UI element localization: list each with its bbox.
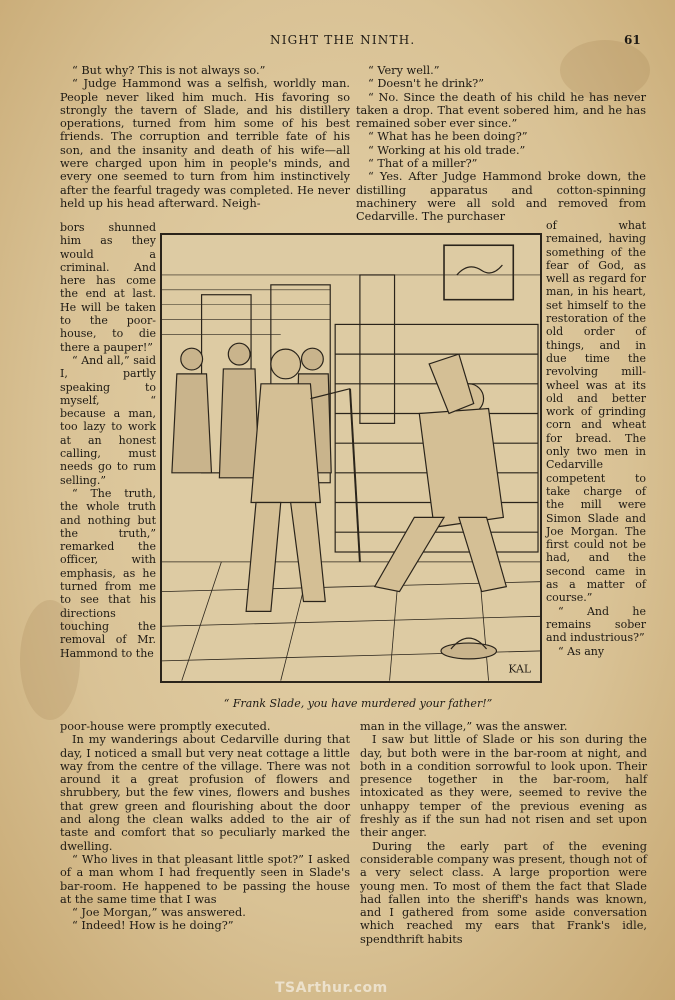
wall-picture-bird [457,265,503,275]
paragraph: “ Who lives in that pleasant little spot?” I asked of a man whom I had frequently seen in Slade's bar-room. He happened to be passing the house at the same time that I was [60,852,350,906]
paragraph: bors shunned him as they would a criminal. And here has come the end at last. He will be taken to the poor-house, to die there a pauper!” [60,221,156,354]
engraver-signature: KAL [508,662,532,676]
window [360,275,395,423]
left-column-top [60,64,350,210]
right-column-top [356,64,646,224]
wall-hatching [162,275,540,334]
paragraph: “ And he remains sober and industrious?” [546,604,646,645]
page-number: 61 [624,33,641,47]
paragraph: man in the village,” was the answer. [360,720,568,733]
site-watermark: TSArthur.com [275,980,388,996]
tavern-fight-engraving [162,235,540,681]
paragraph: “ As any [558,644,605,658]
paragraph: In my wanderings about Cedarville during that day, I noticed a small but very neat cottage a little way from the centre of the village. There was not around it a great profusion of flowers and shrubbery, but the few vines, flowers and bushes that grew green and flourishing about the door and along the clean walks added to the air of taste and comfort that so peculiarly marked the dwelling. [60,733,350,853]
illustration-caption: “ Frank Slade, you have murdered your father!” [223,697,493,710]
father-figure [246,349,360,611]
paragraph: “ But why? This is not always so.” [72,64,266,77]
running-head: NIGHT THE NINTH. [270,33,416,47]
page-header [0,33,675,53]
paragraph: “ No. Since the death of his child he has never taken a drop. That event sobered him, and he has remained sober ever since.” [356,90,646,131]
right-column-bottom [360,720,647,946]
paragraph: I saw but little of Slade or his son during the day, but both were in the bar-room at night, and both in a condition sorrowful to look upon. Their presence together in the bar-room, half intoxicated as they were, seemed to revive the unhappy temper of the previous evening as freshly as if the sun had not risen and set upon their anger. [360,733,647,840]
paragraph: “ Doesn't he drink?” [368,77,484,91]
paragraph: poor-house were promptly executed. [60,720,271,733]
paragraph: “ Judge Hammond was a selfish, worldly man. People never liked him much. His favoring so strongly the tavern of Slade, and his distillery operations, turned from him some of his best friends. The corruption and terrible fate of his son, and the insanity and death of his wife—all were charged upon him in people's minds, and every one seemed to turn from him instinctively after the fearful tragedy was completed. He never held up his head afterward. Neigh- [60,77,350,210]
paragraph: “ What has he been doing?” [368,130,528,144]
wall-picture [444,245,513,299]
hat-on-floor [441,643,496,659]
paragraph: “ That of a miller?” [368,157,478,171]
paragraph: “ Working at his old trade.” [368,143,526,157]
paragraph: of what remained, having something of the fear of God, as well as regard for man, in his heart, set himself to the restoration of the old order of things, and in due time the revolving mill-wheel was at its old and better work of grinding corn and wheat for bread. The only two men in Cedarville competent to take charge of the mill were Simon Slade and Joe Morgan. The first could not be had, and the second came in as a matter of course.” [546,219,646,605]
left-column-bottom [60,720,350,933]
right-column-beside-illustration [546,219,646,658]
paragraph: “ And all,” said I, partly speaking to myself, “ because a man, too lazy to work at an honest calling, must needs go to rum selling.” [60,353,156,487]
engraving-illustration [160,233,542,683]
left-column-beside-illustration [60,221,156,660]
paragraph: During the early part of the evening considerable company was present, though not of a very select class. A large proportion were young men. To most of them the fact that Slade had fallen into the sheriff's hands was known, and I gathered from some aside conversation which reached my ears that Frank's idle, spendthrift habits [360,839,647,946]
paragraph: “ Indeed! How is he doing?” [72,919,234,933]
paragraph: “ The truth, the whole truth and nothing but the truth,” remarked the officer, with emphasis, as he turned from me to see that his directions touching the removal of Mr. Hammond to the [60,486,156,660]
paragraph: “ Joe Morgan,” was answered. [72,906,246,920]
paragraph: “ Yes. After Judge Hammond broke down, the distilling apparatus and cotton-spinning machinery were all sold and removed from Cedarville. The purchaser [356,170,646,224]
paragraph: “ Very well.” [368,64,440,77]
